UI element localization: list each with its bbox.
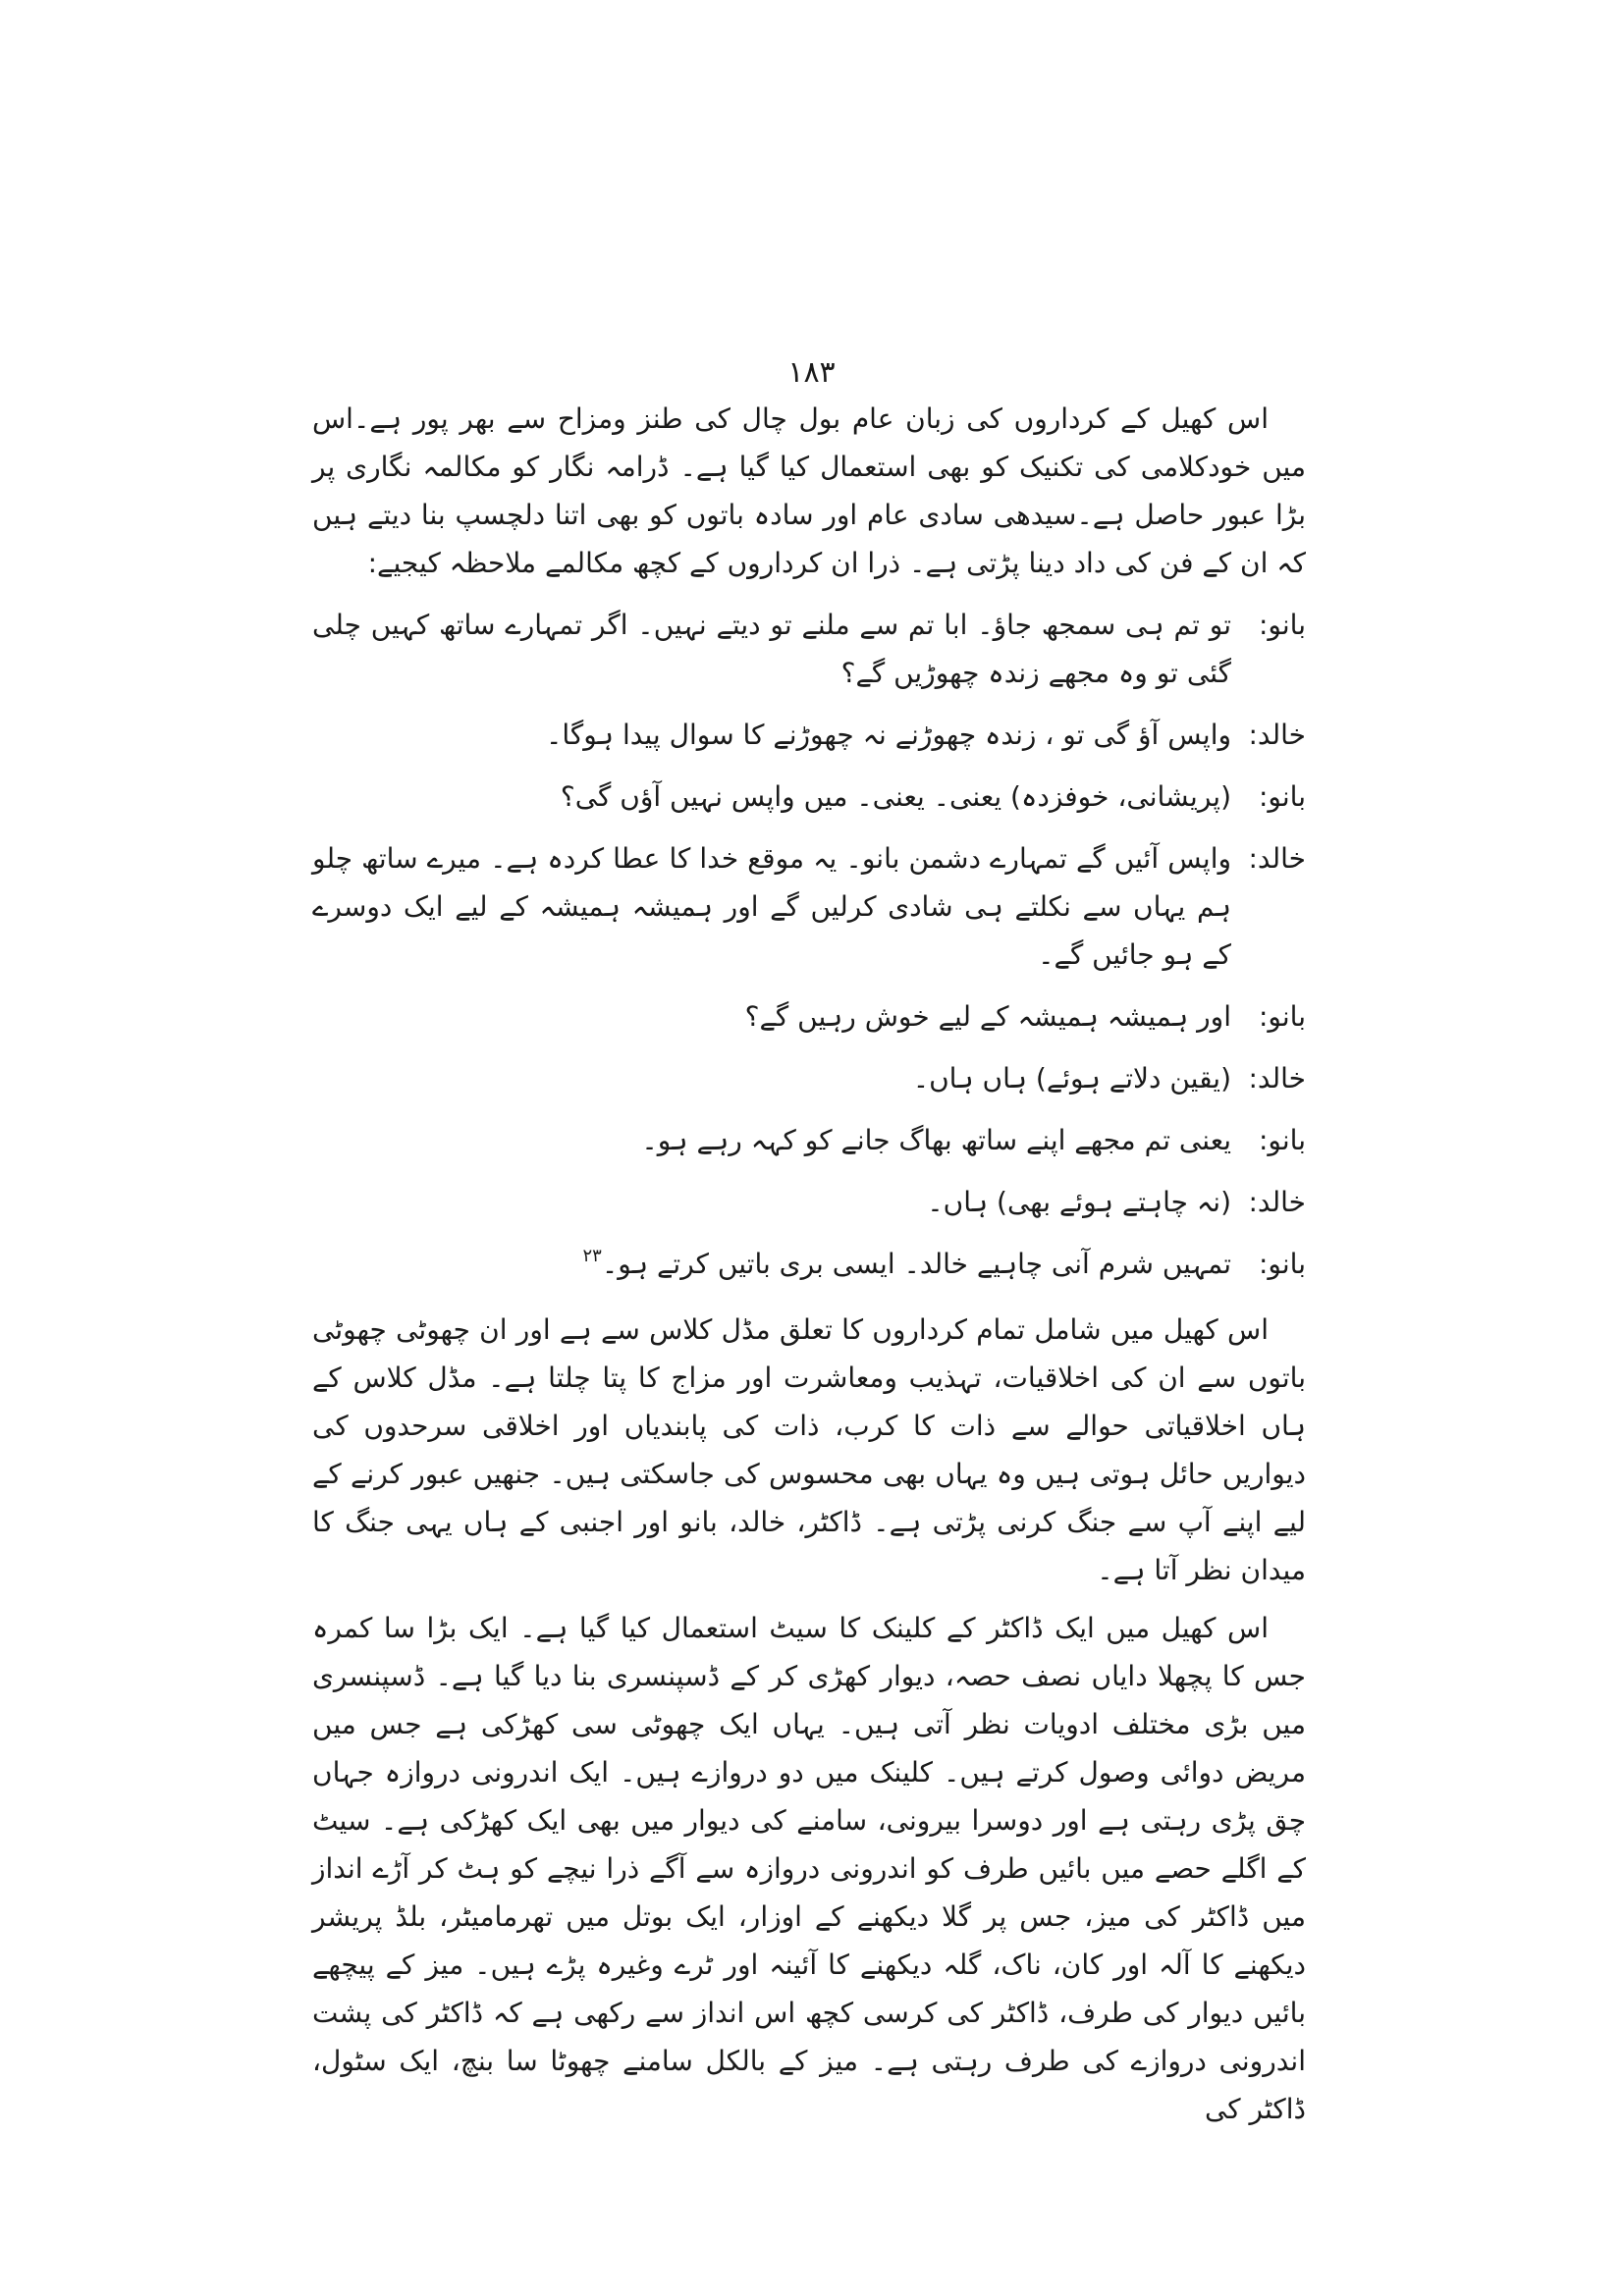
paragraph-three: اس کھیل میں ایک ڈاکٹر کے کلینک کا سیٹ استعمال کیا گیا ہے۔ ایک بڑا سا کمرہ جس کا پچھلا دایاں نصف حصہ، دیوار کھڑی کر کے ڈسپنسری بنا دیا گیا ہے۔ ڈسپنسری میں بڑی مختلف ادویات نظر آتی ہیں۔ یہاں ایک چھوٹی سی کھڑکی ہے جس میں مریض دوائی وصول کرتے ہیں۔ کلینک میں دو دروازے ہیں۔ ایک اندرونی دروازہ جہاں چق پڑی رہتی ہے اور دوسرا بیرونی، سامنے کی دیوار میں بھی ایک کھڑکی ہے۔ سیٹ کے اگلے حصے میں بائیں طرف کو اندرونی دروازہ سے آگے ذرا نیچے کو ہٹ کر آڑے انداز میں ڈاکٹر کی میز، جس پر گلا دیکھنے کے اوزار، ایک بوتل میں تھرمامیٹر، بلڈ پریشر دیکھنے کا آلہ اور کان، ناک، گلہ دیکھنے کا آئینہ اور ٹرے وغیرہ پڑے ہیں۔ میز کے پیچھے بائیں دیوار کی طرف، ڈاکٹر کی کرسی کچھ اس انداز سے رکھی ہے کہ ڈاکٹر کی پشت اندرونی دروازے کی طرف رہتی ہے۔ میز کے بالکل سامنے چھوٹا سا بنچ، ایک سٹول، ڈاکٹر کی (312, 1612, 1306, 2125)
speech-text: یعنی تم مجھے اپنے ساتھ بھاگ جانے کو کہہ رہے ہو۔ (641, 1124, 1231, 1156)
speaker-name: خالد: (1248, 1186, 1306, 1218)
dialogue-line (312, 1054, 1306, 1102)
speech-text: اور ہمیشہ ہمیشہ کے لیے خوش رہیں گے؟ (744, 1000, 1231, 1033)
speaker-name: خالد: (1248, 842, 1306, 875)
dialogue-line (312, 1240, 1306, 1292)
speaker-name: بانو: (1258, 1000, 1306, 1033)
footnote-marker: ۲۳ (582, 1246, 602, 1266)
speaker-name: بانو: (1258, 1124, 1306, 1156)
dialogue-line (312, 711, 1306, 759)
speech-text: (نہ چاہتے ہوئے بھی) ہاں۔ (927, 1186, 1231, 1218)
speech-text: واپس آئیں گے تمہارے دشمن بانو۔ یہ موقع خدا کا عطا کردہ ہے۔ میرے ساتھ چلو ہم یہاں سے نکلتے ہی شادی کرلیں گے اور ہمیشہ ہمیشہ کے لیے ایک دوسرے کے ہو جائیں گے۔ (312, 842, 1231, 971)
speech-text (312, 1240, 1231, 1292)
speech-text: واپس آؤ گی تو ، زندہ چھوڑنے نہ چھوڑنے کا سوال پیدا ہوگا۔ (545, 719, 1231, 751)
page-number: ۱۸۳ (787, 355, 836, 390)
speech-text: (یقین دلاتے ہوئے) ہاں ہاں۔ (912, 1062, 1231, 1095)
dialogue-line (312, 834, 1306, 979)
speaker-name: خالد: (1248, 1062, 1306, 1095)
speech-body: تمہیں شرم آنی چاہیے خالد۔ ایسی بری باتیں کرتے ہو۔ (601, 1248, 1231, 1280)
page-body (312, 395, 1306, 2133)
speaker-name: بانو: (1258, 1248, 1306, 1280)
dialogue-line (312, 1178, 1306, 1226)
intro-paragraph: اس کھیل کے کرداروں کی زبان عام بول چال کی طنز ومزاح سے بھر پور ہے۔اس میں خودکلامی کی تکنیک کو بھی استعمال کیا گیا ہے۔ ڈرامہ نگار کو مکالمہ نگاری پر بڑا عبور حاصل ہے۔سیدھی سادی عام اور سادہ باتوں کو بھی اتنا دلچسپ بنا دیتے ہیں کہ ان کے فن کی داد دینا پڑتی ہے۔ ذرا ان کرداروں کے کچھ مکالمے ملاحظہ کیجیے: (312, 402, 1306, 579)
speaker-name: بانو: (1258, 780, 1306, 813)
speech-text: (پریشانی، خوفزدہ) یعنی۔ یعنی۔ میں واپس نہیں آؤں گی؟ (560, 780, 1231, 813)
paragraph-two: اس کھیل میں شامل تمام کرداروں کا تعلق مڈل کلاس سے ہے اور ان چھوٹی چھوٹی باتوں سے ان کی اخلاقیات، تہذیب ومعاشرت اور مزاج کا پتا چلتا ہے۔ مڈل کلاس کے ہاں اخلاقیاتی حوالے سے ذات کا کرب، ذات کی پابندیاں اور اخلاقی سرحدوں کی دیواریں حائل ہوتی ہیں وہ یہاں بھی محسوس کی جاسکتی ہیں۔ جنھیں عبور کرنے کے لیے اپنے آپ سے جنگ کرنی پڑتی ہے۔ ڈاکٹر، خالد، بانو اور اجنبی کے ہاں یہی جنگ کا میدان نظر آتا ہے۔ (312, 1313, 1306, 1586)
dialogue-block (312, 601, 1306, 1292)
dialogue-line (312, 601, 1306, 697)
speech-text: تو تم ہی سمجھ جاؤ۔ ابا تم سے ملنے تو دیتے نہیں۔ اگر تمہارے ساتھ کہیں چلی گئی تو وہ مجھے زندہ چھوڑیں گے؟ (312, 609, 1231, 689)
dialogue-line (312, 992, 1306, 1041)
speaker-name: بانو: (1258, 609, 1306, 641)
speaker-name: خالد: (1248, 719, 1306, 751)
dialogue-line (312, 773, 1306, 821)
dialogue-line (312, 1116, 1306, 1164)
